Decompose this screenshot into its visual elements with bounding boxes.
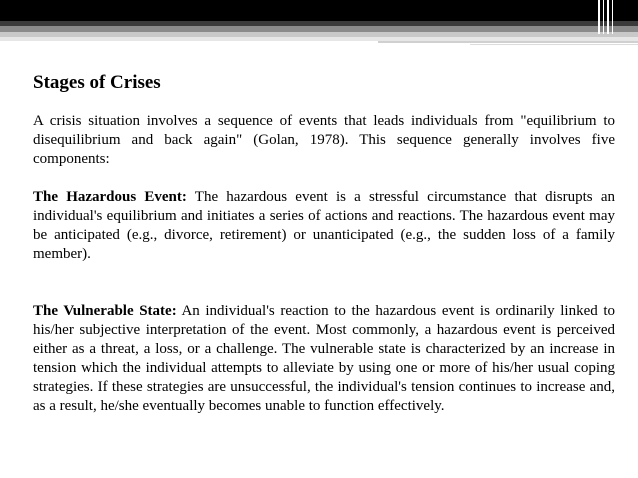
banner-accent-line	[378, 41, 638, 43]
slide-title: Stages of Crises	[33, 72, 161, 93]
banner-edge-stripe	[607, 0, 609, 34]
banner-edge-stripe	[603, 0, 604, 34]
slide-content	[33, 71, 615, 416]
intro-paragraph: A crisis situation involves a sequence of events that leads individuals from "equilibrium to disequilibrium and back again" (Golan, 1978). This sequence generally involves five components:	[33, 113, 615, 167]
banner-edge-stripe	[598, 0, 600, 34]
banner-accent-line	[470, 44, 638, 45]
header-banner	[0, 0, 638, 46]
banner-black-band	[0, 0, 638, 21]
banner-edge-stripe	[612, 0, 613, 34]
hazardous-event-paragraph	[33, 188, 615, 264]
vulnerable-state-paragraph	[33, 302, 615, 416]
section-text: An individual's reaction to the hazardous event is ordinarily linked to his/her subjective interpretation of the event. Most commonly, a hazardous event is perceived either as a threat, a loss, or a challenge. The vulnerable state is characterized by an increase in tension which the individual attempts to alleviate by using one or more of his/her usual coping strategies. If these strategies are unsuccessful, the individual's tension continues to increase and, as a result, he/she eventually becomes unable to function effectively.	[33, 303, 615, 414]
section-text: The hazardous event is a stressful circumstance that disrupts an individual's equilibrium and initiates a series of actions and reactions. The hazardous event may be anticipated (e.g., divorce, retirement) or unanticipated (e.g., the sudden loss of a family member).	[33, 189, 615, 262]
section-heading: The Hazardous Event:	[33, 189, 187, 205]
section-heading: The Vulnerable State:	[33, 303, 177, 319]
